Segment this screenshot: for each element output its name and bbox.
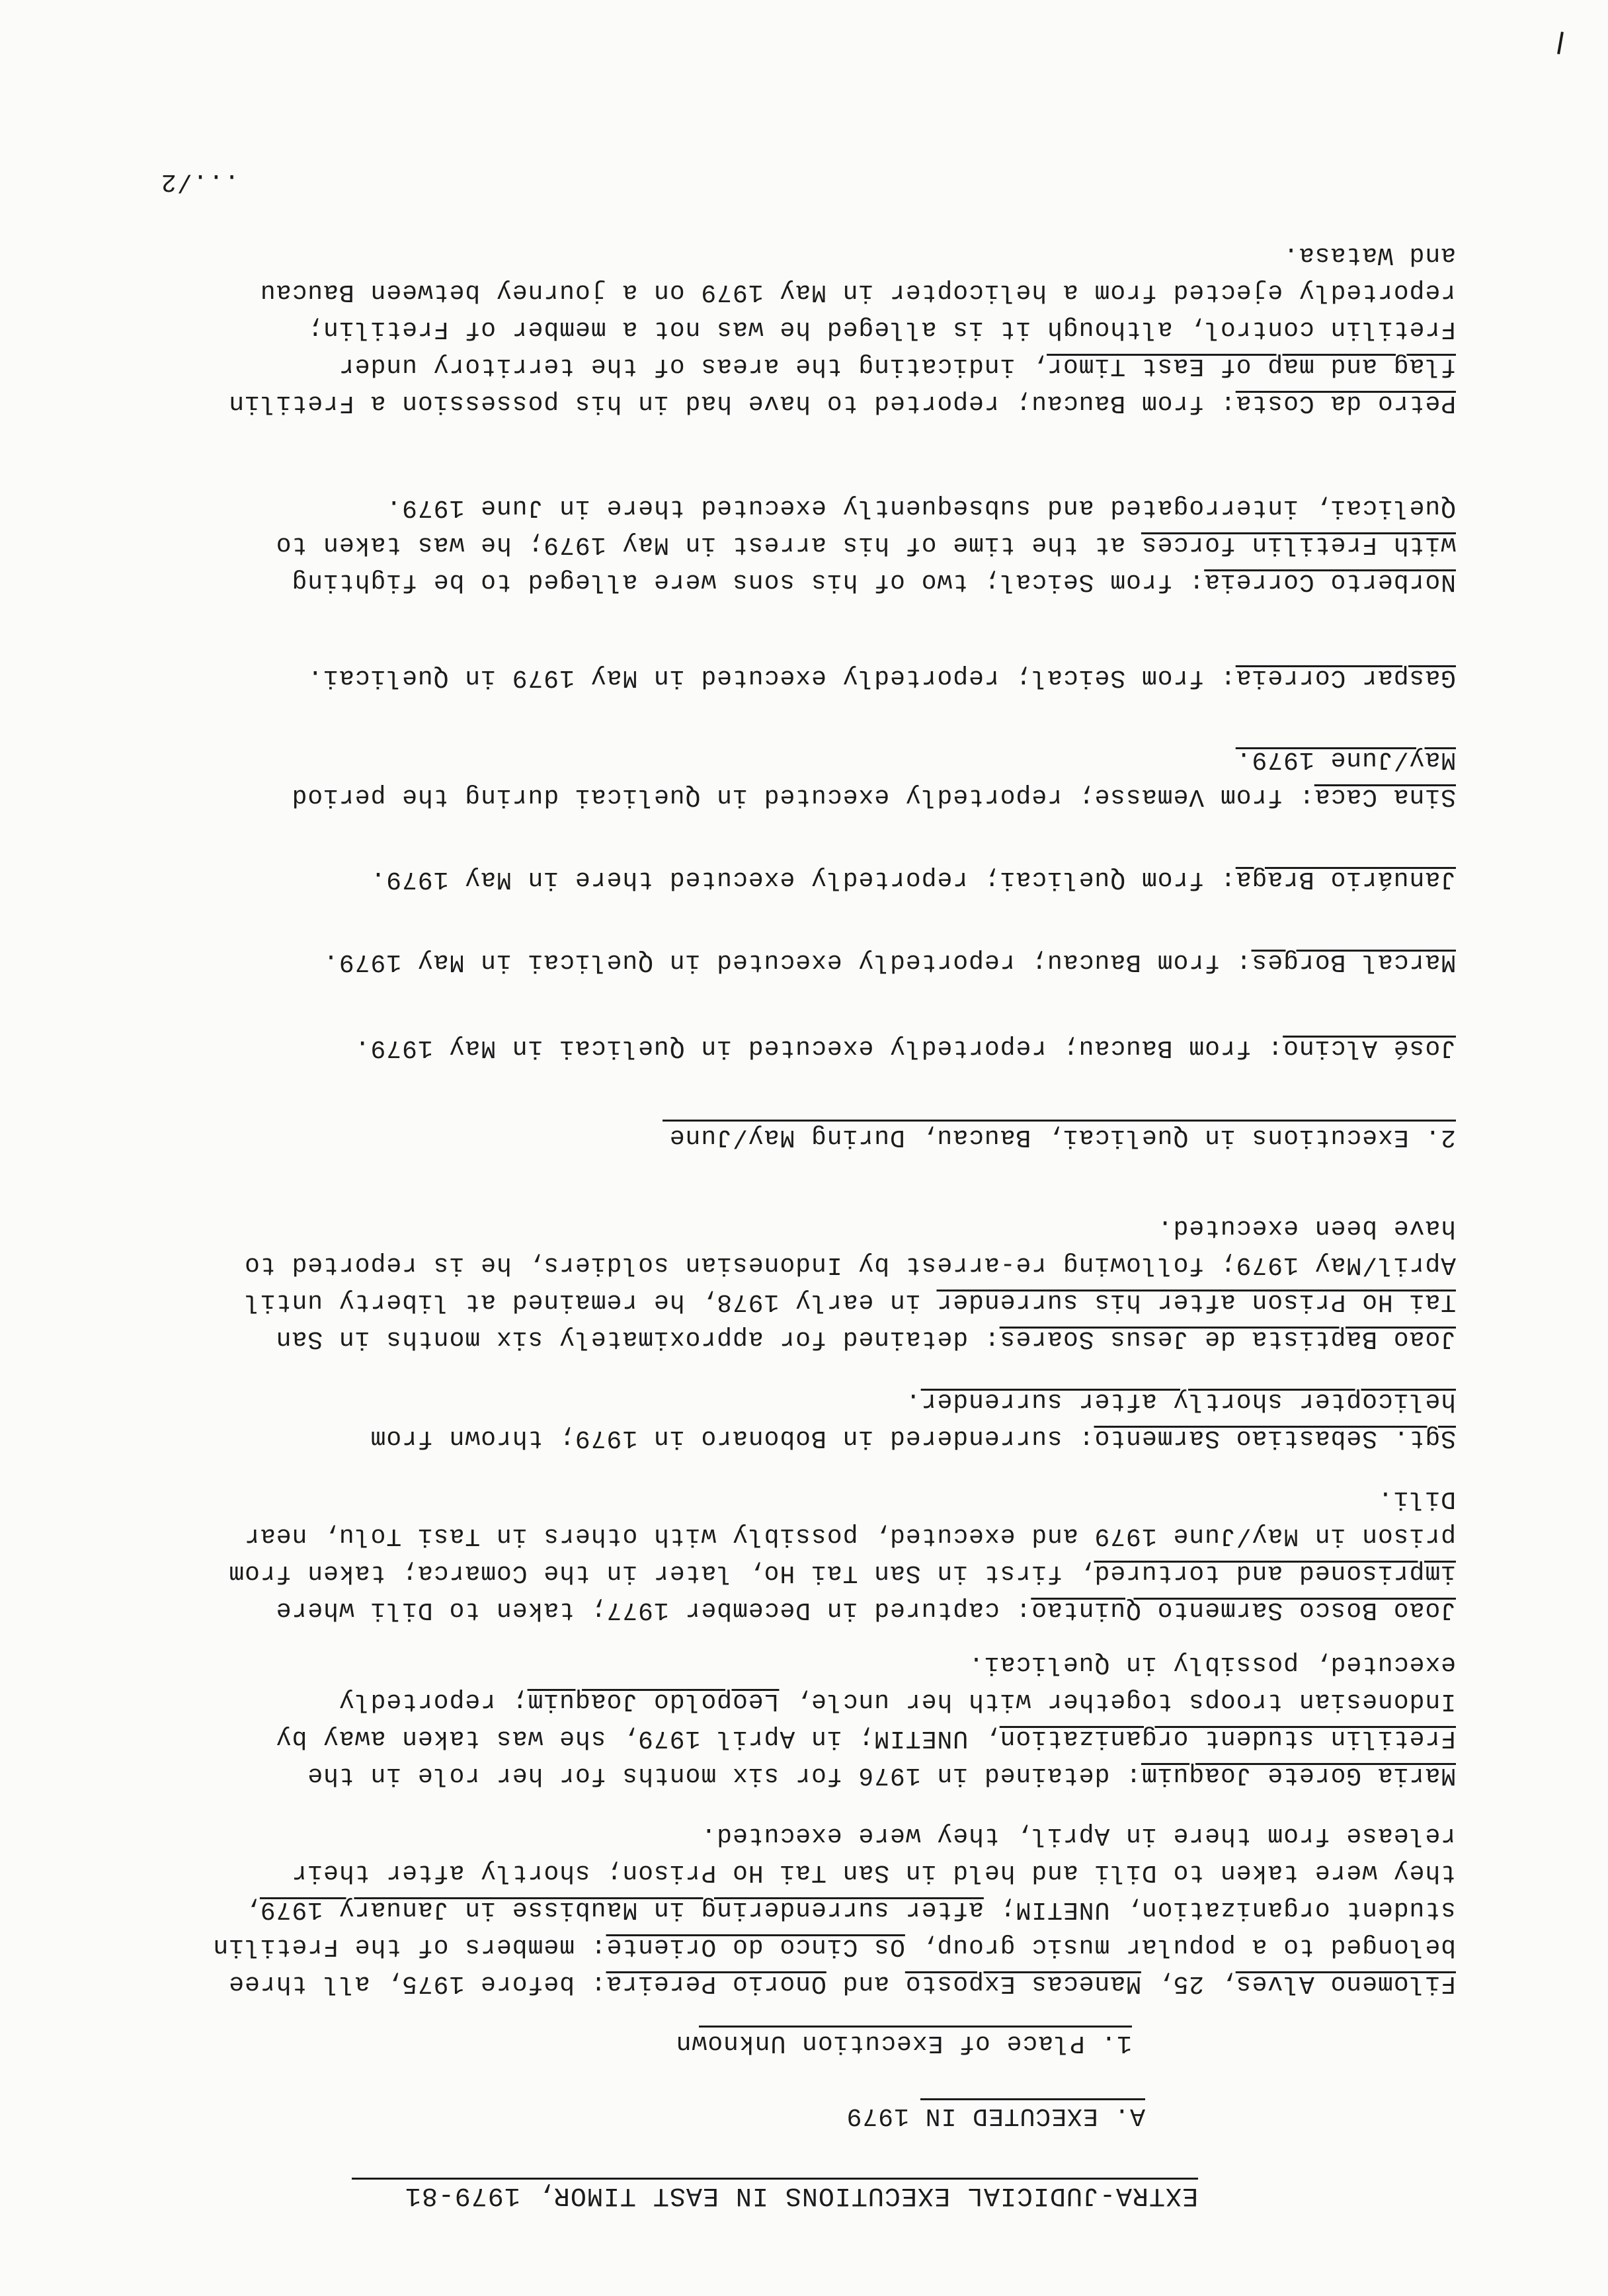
group-name: Os Cinco do Oriente bbox=[606, 1932, 905, 1961]
person-name: Maria Gorete Joaquim bbox=[1141, 1761, 1456, 1789]
entry-text: executed, possibly in Quelicai. bbox=[968, 1650, 1456, 1678]
person-name: Sina Caca bbox=[1314, 782, 1456, 811]
entry-text: : captured in December 1977; taken to Dili where bbox=[275, 1596, 1031, 1624]
entry-text: : before 1975, all three bbox=[228, 1969, 606, 1998]
person-name: Joao Bosco Sarmento Quintao bbox=[1031, 1596, 1456, 1624]
subsection-1-heading: 1. Place of Execution Unknown bbox=[675, 2029, 1132, 2057]
underlined-phrase: with Fretilin forces bbox=[1141, 530, 1456, 559]
section-a-heading: A. EXECUTED IN 1979 bbox=[846, 2102, 1145, 2130]
entry-text: , UNETIM; in April 1979, she was taken away by bbox=[275, 1724, 1000, 1752]
entry-text: and Watasa. bbox=[1283, 241, 1456, 269]
person-name: Januário Braga bbox=[1235, 865, 1456, 893]
entry-text: student organization, UNETIM; bbox=[983, 1895, 1456, 1924]
entry-text: reportedly ejected from a helicopter in May 1979 on a journey between Baucau bbox=[259, 278, 1456, 306]
entry-text: : from Seical; reportedly executed in May 1979 in Quelicai. bbox=[307, 663, 1236, 692]
person-name: Joao Baptista de Jesus Soares bbox=[999, 1325, 1456, 1353]
person-name: Sgt. Sebastiao Sarmento bbox=[1094, 1424, 1456, 1452]
pen-mark bbox=[1557, 32, 1564, 54]
page-continuation-marker: .../2 bbox=[160, 167, 239, 196]
entry-text: and bbox=[826, 1969, 905, 1998]
entry-text: : from Seical; two of his sons were alleged to be fighting bbox=[291, 567, 1205, 596]
underlined-phrase: helicopter shortly after surrender bbox=[920, 1387, 1456, 1415]
entry-text: Indonesian troops together with her uncle, bbox=[779, 1687, 1456, 1715]
entry-text: in early 1978, he remained at liberty until bbox=[244, 1288, 937, 1316]
person-name: Norberto Correia bbox=[1204, 567, 1456, 596]
person-name: Filomeno Alves bbox=[1235, 1969, 1456, 1998]
entry-text: : from Baucau; reportedly executed in Quelicai in May 1979. bbox=[354, 1034, 1283, 1062]
entry-petro-da-costa bbox=[228, 236, 1456, 421]
subsection-2-heading: 2. Executions in Quelicai, Baucau, During May/June bbox=[668, 1123, 1456, 1151]
entry-text: Dili. bbox=[1377, 1485, 1456, 1513]
subsection-2-underline bbox=[663, 1120, 1456, 1122]
person-name: Marcal Borges bbox=[1251, 948, 1456, 976]
entry-gaspar-correia bbox=[307, 659, 1456, 696]
entry-text: at the time of his arrest in May 1979; he was taken to bbox=[275, 530, 1141, 559]
person-name: Petro da Costa bbox=[1235, 389, 1456, 417]
underlined-phrase: flag and map of East Timor bbox=[1047, 352, 1456, 380]
underlined-phrase: imprisoned and tortured bbox=[1094, 1559, 1456, 1587]
entry-text: : from Baucau; reportedly executed in Quelicai in May 1979. bbox=[323, 948, 1252, 976]
entry-text: : members of the Fretilin bbox=[212, 1932, 606, 1961]
entry-text: . bbox=[904, 1387, 921, 1415]
person-name: Onorio Pereira bbox=[606, 1969, 826, 1998]
entry-marcal-borges bbox=[323, 943, 1456, 980]
underlined-phrase: Tai Ho Prison after his surrender bbox=[936, 1288, 1456, 1316]
entry-text: prison in May/June 1979 and executed, possibly with others in Tasi Tolu, near bbox=[244, 1522, 1456, 1550]
entry-text: they were taken to Dili and held in San Tai Ho Prison; shortly after their bbox=[291, 1858, 1456, 1887]
entry-sina-caca bbox=[292, 741, 1456, 815]
entry-joao-bosco-sarmento-quintao bbox=[228, 1480, 1456, 1628]
entry-text: belonged to a popular music group, bbox=[904, 1932, 1456, 1961]
entry-joao-baptista-soares bbox=[244, 1209, 1456, 1357]
entry-norberto-correia bbox=[276, 489, 1456, 600]
section-a-underline bbox=[920, 2098, 1145, 2100]
entry-text: , first in San Tai Ho, later in the Comarca; taken from bbox=[228, 1559, 1094, 1587]
person-name: José Alcino bbox=[1283, 1034, 1456, 1062]
entry-text: ; reportedly bbox=[338, 1687, 528, 1715]
entry-maria-gorete-joaquim bbox=[276, 1645, 1456, 1793]
title-underline bbox=[352, 2178, 1198, 2180]
entry-text: : from Vemasse; reportedly executed in Quelicai during the period bbox=[291, 782, 1314, 811]
entry-text: , indicating the areas of the territory under bbox=[338, 352, 1047, 380]
entry-text: : from Baucau; reported to have had in his possession a Fretilin bbox=[228, 389, 1236, 417]
entry-text: have been executed. bbox=[1156, 1213, 1456, 1242]
entry-text: : surrendered in Bobonaro in 1979; thrown from bbox=[370, 1424, 1094, 1452]
entry-text: : detained in 1976 for six months for her role in the bbox=[307, 1761, 1141, 1789]
entry-text: April/May 1979; following re-arrest by Indonesian soldiers, he is reported to bbox=[244, 1250, 1456, 1279]
entry-januario-braga bbox=[370, 860, 1456, 897]
entry-text: : from Quelicai; reportedly executed there in May 1979. bbox=[370, 865, 1236, 893]
entry-sebastiao-sarmento bbox=[370, 1382, 1456, 1456]
entry-text: : detained for approximately six months in San bbox=[275, 1325, 1000, 1353]
entry-jose-alcino bbox=[354, 1029, 1456, 1066]
underlined-phrase: May/June 1979. bbox=[1235, 745, 1456, 774]
underlined-phrase: after surrendering in Maubisse in January 1979 bbox=[259, 1895, 984, 1924]
subsection-1-underline bbox=[699, 2026, 1132, 2028]
entry-alves-exposto-pereira bbox=[212, 1817, 1456, 2002]
person-name: Manecas Exposto bbox=[904, 1969, 1141, 1998]
entry-text: release from there in April, they were executed. bbox=[700, 1821, 1456, 1850]
person-name: Gaspar Correia bbox=[1235, 663, 1456, 692]
entry-text: , 25, bbox=[1141, 1969, 1236, 1998]
entry-text: Fretilin control, although it is alleged he was not a member of Fretilin; bbox=[307, 315, 1456, 343]
underlined-phrase: Fretilin student organization bbox=[999, 1724, 1456, 1752]
person-name: Leopoldo Joaquim bbox=[527, 1687, 780, 1715]
entry-text: Quelicai, interrogated and subsequently executed there in June 1979. bbox=[385, 493, 1456, 522]
entry-text: , bbox=[244, 1895, 260, 1924]
document-title: EXTRA-JUDICIAL EXECUTIONS IN EAST TIMOR, 1979-81 bbox=[404, 2180, 1198, 2210]
